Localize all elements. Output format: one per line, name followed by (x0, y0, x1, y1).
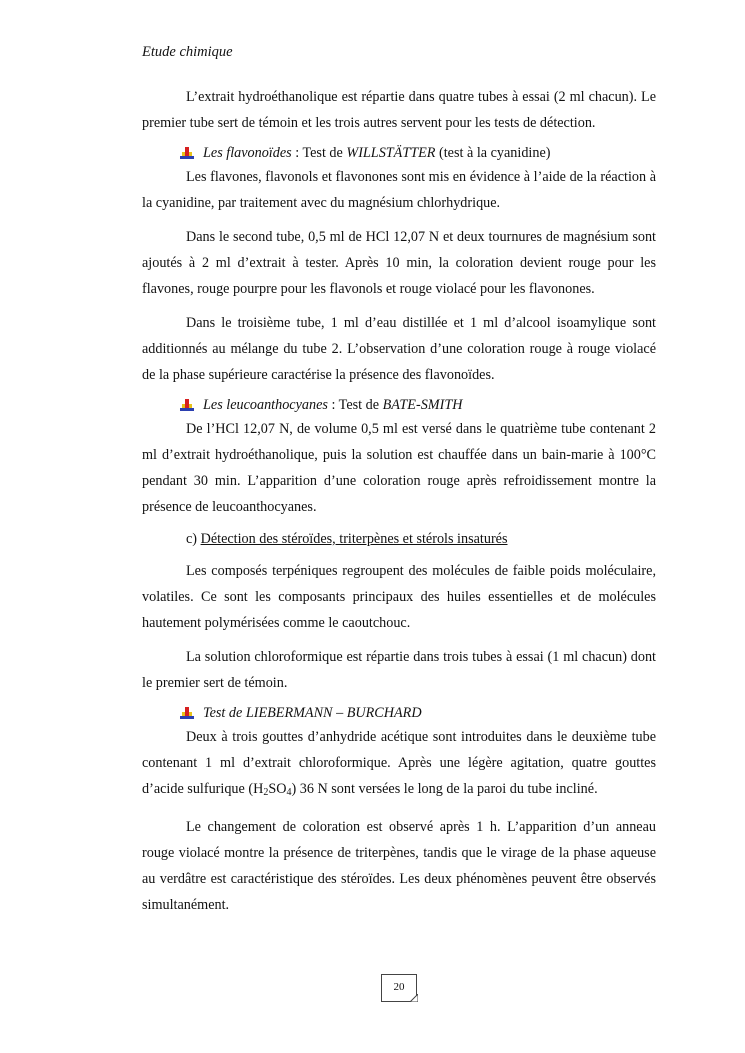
bullet-arrow-icon (180, 399, 194, 411)
bullet-leuco-test: BATE-SMITH (382, 397, 463, 413)
liebermann-text-a: Deux à trois gouttes d’anhydride acétique sont introduites dans le deuxième tube contenant 1 ml d’extrait chloroformique. Après une légère agitation, quatre gouttes d’acide sulfurique (H (142, 729, 656, 797)
paragraph-chloroform-solution: La solution chloroformique est répartie dans trois tubes à essai (1 ml chacun) dont le premier sert de témoin. (142, 649, 656, 691)
bullet-leuco-sep: : Test de (327, 397, 383, 413)
bullet-arrow-icon (180, 707, 194, 719)
section-c-title: Détection des stéroïdes, triterpènes et stérols insaturés (200, 531, 508, 547)
bullet-flavonoides-test: WILLSTÄTTER (346, 145, 436, 161)
bullet-flavonoides (180, 142, 656, 164)
paragraph-color-change: Le changement de coloration est observé après 1 h. L’apparition d’un anneau rouge violacé montre la présence de triterpènes, tandis que le virage de la phase aqueuse au verdâtre est caractéristique des stéroïdes. Les deux phénomènes peuvent être observés simultanément. (142, 819, 656, 913)
liebermann-text-c: ) 36 N sont versées le long de la paroi du tube incliné. (291, 781, 598, 797)
document-body (142, 84, 656, 918)
bullet-leuco-name: Les leucoanthocyanes (203, 397, 328, 413)
subscript-2: 2 (263, 787, 269, 798)
paragraph-third-tube: Dans le troisième tube, 1 ml d’eau distillée et 1 ml d’alcool isoamylique sont additionnés au mélange du tube 2. L’observation d’une coloration rouge à rouge violacé de la phase supérieure caractérise la présence des flavonoïdes. (142, 315, 656, 383)
paragraph-extract-distribution: L’extrait hydroéthanolique est répartie dans quatre tubes à essai (2 ml chacun). Le premier tube sert de témoin et les trois autres servent pour les tests de détection. (142, 89, 656, 131)
bullet-arrow-icon (180, 147, 194, 159)
bullet-liebermann-name: Test de LIEBERMANN – BURCHARD (203, 705, 422, 721)
section-c-heading (180, 528, 656, 550)
paragraph-fourth-tube: De l’HCl 12,07 N, de volume 0,5 ml est versé dans le quatrième tube contenant 2 ml d’extrait hydroéthanolique, puis la solution est chauffée dans un bain-marie à 100°C pendant 30 min. L’apparition d’une coloration rouge après refroidissement montre la présence de leucoanthocyanes. (142, 421, 656, 515)
bullet-liebermann (180, 702, 656, 724)
paragraph-cyanidine-reaction: Les flavones, flavonols et flavonones sont mis en évidence à l’aide de la réaction à la cyanidine, par traitement avec du magnésium chlorhydrique. (142, 169, 656, 211)
paragraph-terpenic-compounds: Les composés terpéniques regroupent des molécules de faible poids moléculaire, volatiles. Ce sont les composants principaux des huiles essentielles et de molécules hautement polymérisées comme le caoutchouc. (142, 563, 656, 631)
paragraph-liebermann-procedure (142, 724, 656, 806)
bullet-leucoanthocyanes (180, 394, 656, 416)
bullet-flavonoides-note: (test à la cyanidine) (435, 145, 551, 161)
page-header-title: Etude chimique (142, 44, 233, 60)
section-c-prefix: c) (186, 531, 201, 547)
bullet-flavonoides-name: Les flavonoïdes (203, 145, 292, 161)
page-number: 20 (381, 974, 417, 1002)
liebermann-text-b: SO (268, 781, 287, 797)
page-fold-icon (410, 994, 418, 1002)
subscript-4: 4 (286, 787, 292, 798)
paragraph-second-tube: Dans le second tube, 0,5 ml de HCl 12,07 N et deux tournures de magnésium sont ajoutés à 2 ml d’extrait à tester. Après 10 min, la coloration devient rouge pour les flavones, rouge pourpre pour les flavonols et rouge violacé pour les flavonones. (142, 229, 656, 297)
bullet-flavonoides-sep: : Test de (291, 145, 347, 161)
